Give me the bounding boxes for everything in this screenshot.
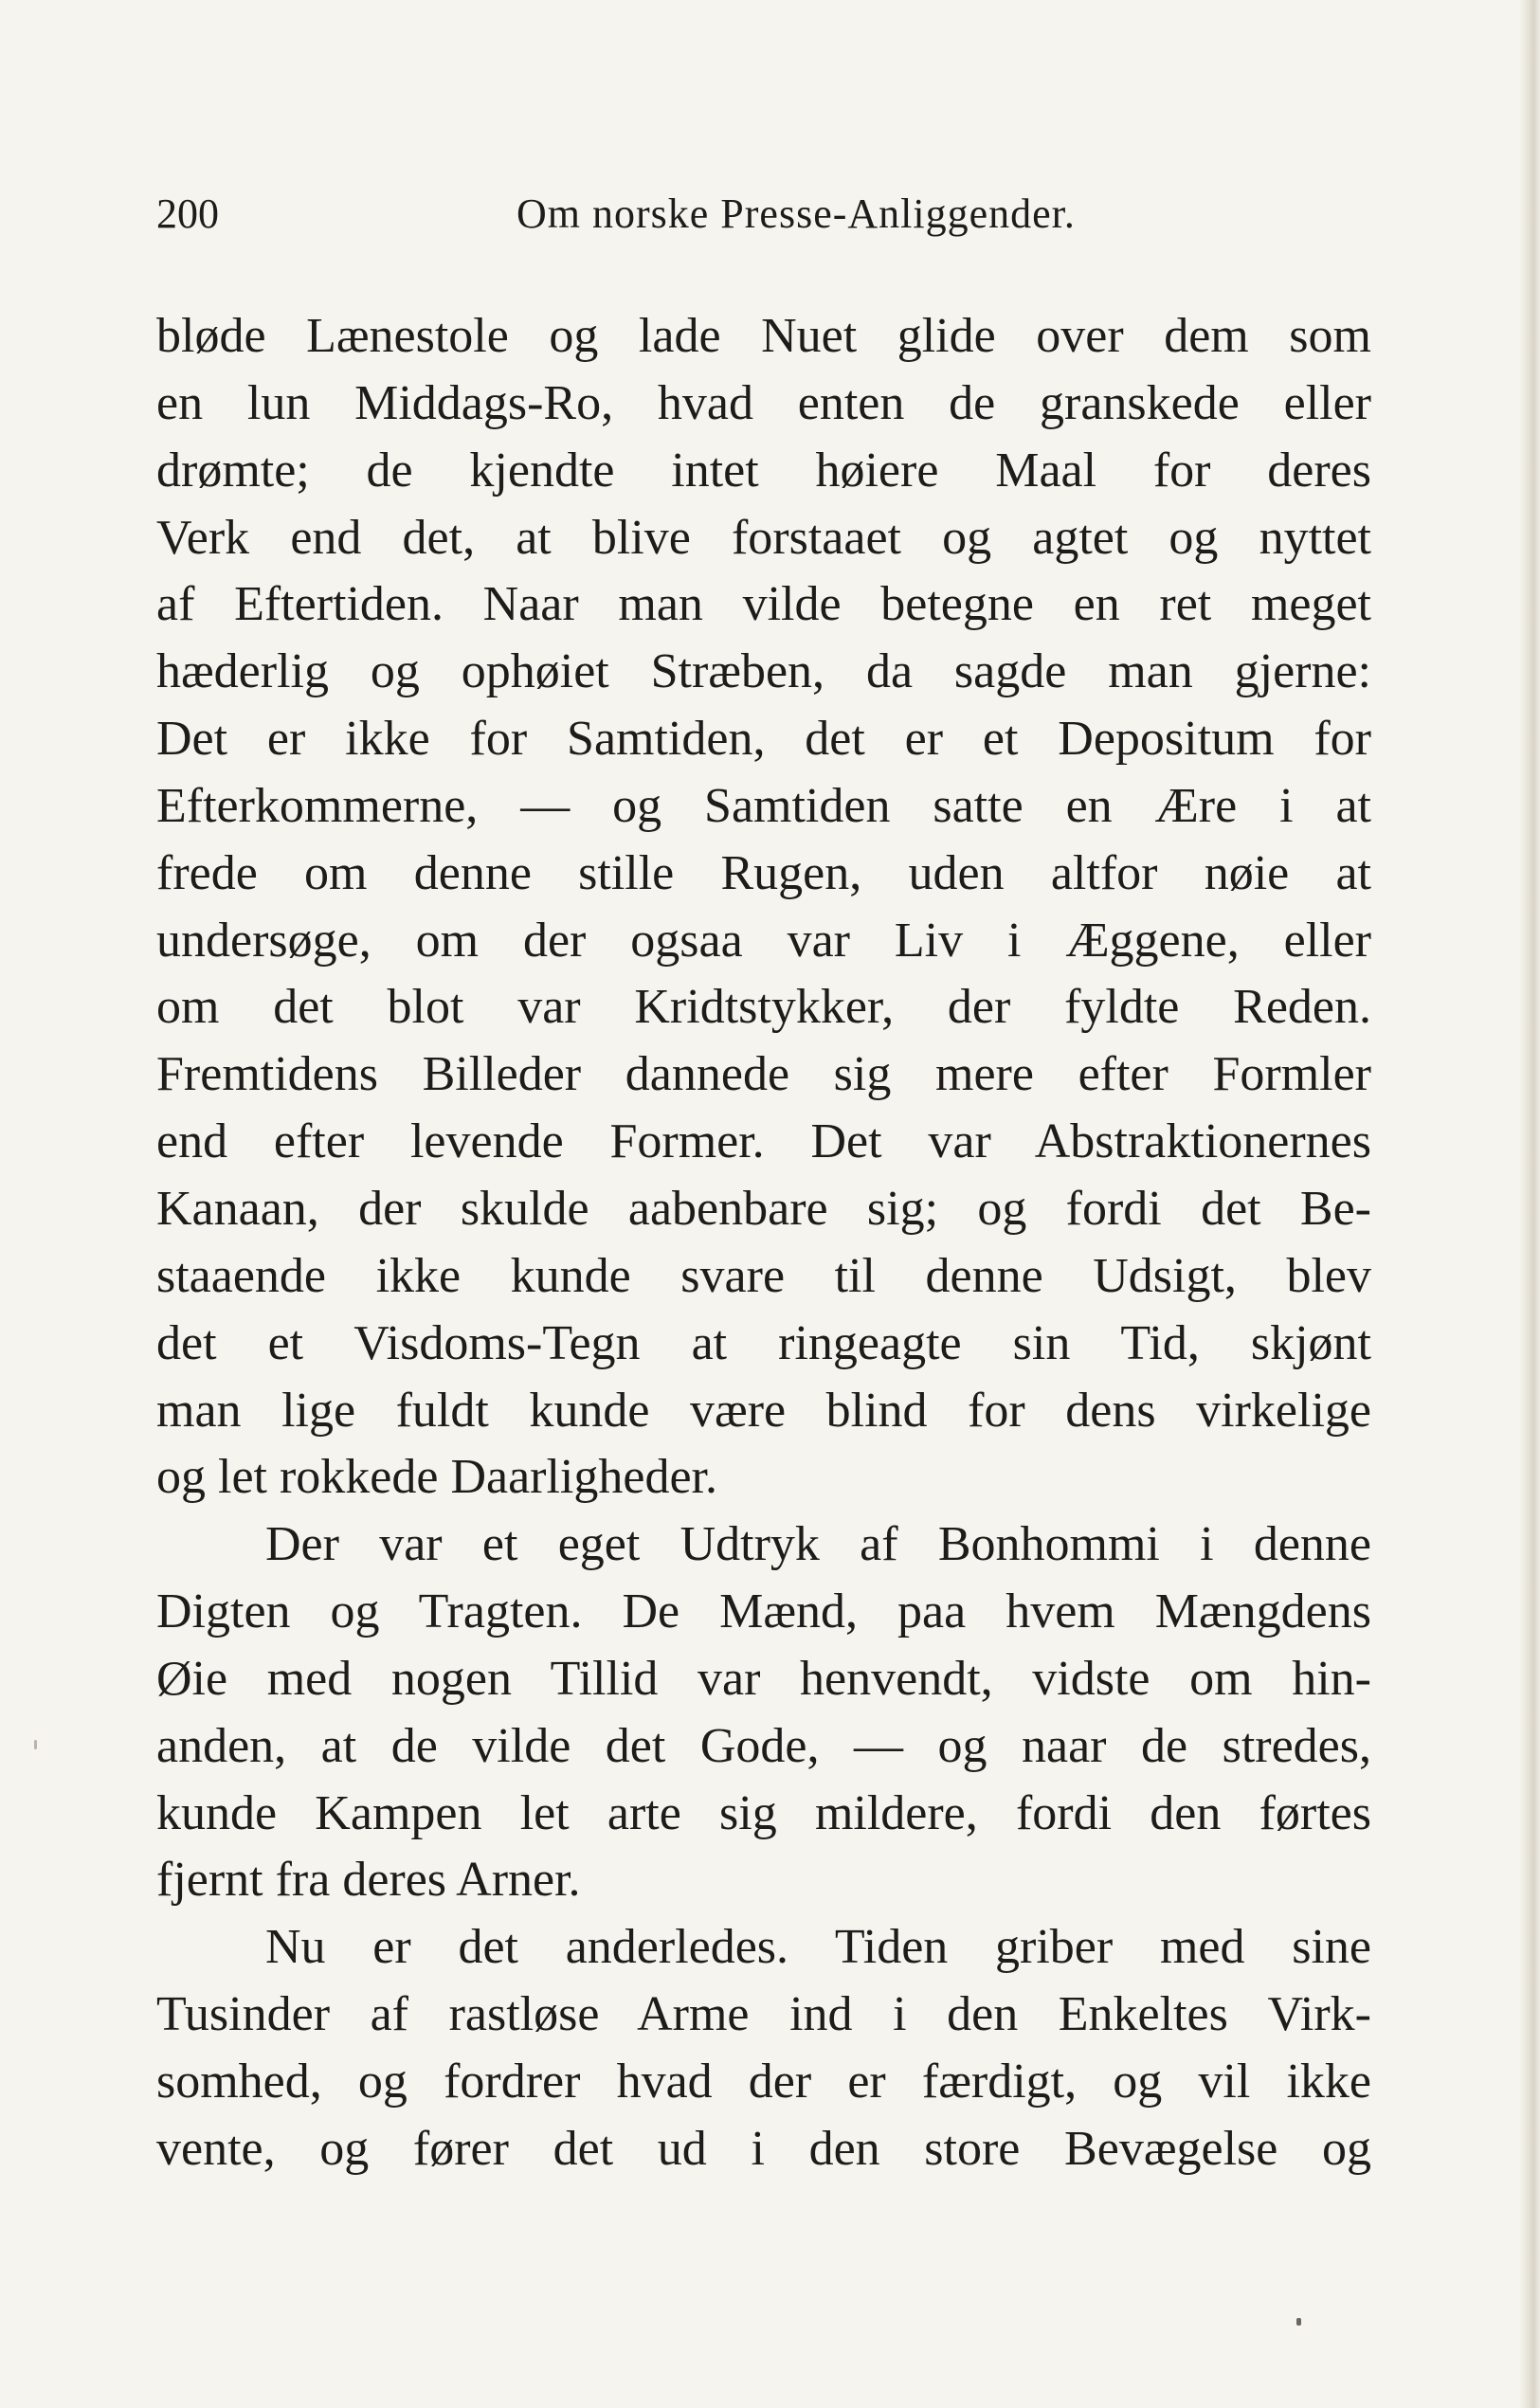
text-line: bløde Lænestole og lade Nuet glide over dem som	[156, 309, 1371, 363]
paragraph-end-line: og let rokkede Daarligheder.	[156, 1450, 717, 1505]
text-line: drømte; de kjendte intet høiere Maal for deres	[156, 443, 1371, 498]
text-line: somhed, og fordrer hvad der er færdigt, og vil ikke	[156, 2054, 1371, 2109]
ink-speck	[34, 1740, 37, 1749]
page-edge-shadow	[1519, 0, 1540, 2408]
text-line: Kanaan, der skulde aabenbare sig; og fordi det Be-	[156, 1181, 1371, 1236]
text-line: undersøge, om der ogsaa var Liv i Æggene, eller	[156, 913, 1371, 968]
text-line: Fremtidens Billeder dannede sig mere efter Formler	[156, 1047, 1371, 1102]
running-title: Om norske Presse-Anliggender.	[516, 190, 1076, 237]
text-line: staaende ikke kunde svare til denne Udsigt, blev	[156, 1248, 1371, 1303]
text-line: kunde Kampen let arte sig mildere, fordi den førtes	[156, 1785, 1371, 1840]
text-line: Det er ikke for Samtiden, det er et Depositum for	[156, 712, 1371, 767]
text-line: Verk end det, at blive forstaaet og agtet og nyttet	[156, 510, 1371, 565]
text-line: anden, at de vilde det Gode, — og naar de stredes,	[156, 1718, 1371, 1773]
ink-speck	[1296, 2318, 1301, 2326]
text-line: Digten og Tragten. De Mænd, paa hvem Mængdens	[156, 1584, 1371, 1639]
body-text	[156, 303, 1371, 2183]
text-line: om det blot var Kridtstykker, der fyldte Reden.	[156, 980, 1371, 1035]
text-line: af Eftertiden. Naar man vilde betegne en ret meget	[156, 577, 1371, 632]
page-number: 200	[156, 190, 219, 237]
text-line: Efterkommerne, — og Samtiden satte en Ære i at	[156, 778, 1371, 833]
text-line: Tusinder af rastløse Arme ind i den Enkeltes Virk-	[156, 1987, 1371, 2042]
text-line: hæderlig og ophøiet Stræben, da sagde man gjerne:	[156, 644, 1371, 699]
running-head	[156, 186, 1180, 243]
text-line: frede om denne stille Rugen, uden altfor nøie at	[156, 845, 1371, 900]
paragraph-start-line: Nu er det anderledes. Tiden griber med sine	[265, 1920, 1371, 1975]
text-line: end efter levende Former. Det var Abstraktionernes	[156, 1114, 1371, 1169]
text-line: man lige fuldt kunde være blind for dens virkelige	[156, 1383, 1371, 1438]
text-line: det et Visdoms-Tegn at ringeagte sin Tid, skjønt	[156, 1315, 1371, 1370]
text-line: vente, og fører det ud i den store Bevægelse og	[156, 2121, 1371, 2176]
text-line: Øie med nogen Tillid var henvendt, vidste om hin-	[156, 1651, 1371, 1706]
paragraph-start-line: Der var et eget Udtryk af Bonhommi i denne	[265, 1517, 1371, 1572]
text-line: en lun Middags-Ro, hvad enten de granskede eller	[156, 375, 1371, 430]
paragraph-end-line: fjernt fra deres Arner.	[156, 1853, 581, 1908]
